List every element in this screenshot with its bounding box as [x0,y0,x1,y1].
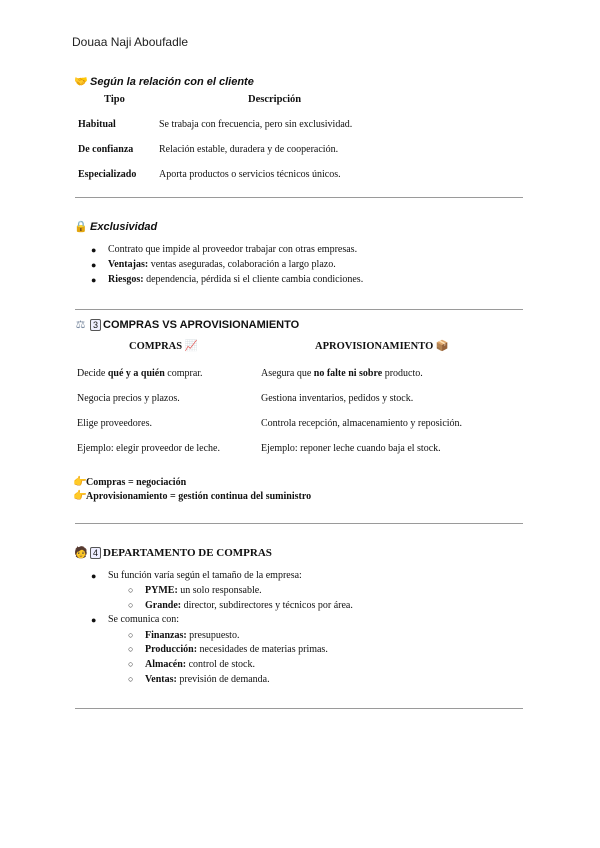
item-text: ventas aseguradas, colaboración a largo plazo. [148,259,336,270]
section-exclusividad-heading [74,217,157,235]
sub-bullet-icon: ○ [128,674,134,684]
summary-text: Compras = negociación [86,477,187,488]
compras-cell: Ejemplo: elegir proveedor de leche. [77,443,220,454]
cell-bold: no falte ni sobre [313,368,383,379]
item-text: un solo responsable. [177,585,262,596]
item-text: previsión de demanda. [176,674,270,685]
author-name: Douaa Naji Aboufadle [72,35,189,49]
bullet-icon: ● [91,275,97,285]
compras-cell [77,368,203,379]
item-lead: Ventas: [145,674,177,685]
item-text: dependencia, pérdida si el cliente cambia condiciones. [143,274,364,285]
summary-line [73,475,186,488]
summary-text: Aprovisionamiento = gestión continua del suministro [86,491,312,502]
sub-list-item [145,600,353,611]
lock-icon: 🔒 [74,221,88,233]
aprov-cell [261,368,423,379]
item-text: director, subdirectores y técnicos por área. [181,600,353,611]
section-exclusividad-title: Exclusividad [90,221,158,233]
divider [75,708,523,709]
bullet-icon: ● [91,571,97,581]
section-compras-title: COMPRAS VS APROVISIONAMIENTO [103,319,300,331]
section-cliente-heading [74,72,254,90]
col-header-tipo: Tipo [104,94,125,105]
col-header-compras [129,339,198,352]
col-compras-label: COMPRAS [129,341,183,352]
sub-bullet-icon: ○ [128,600,134,610]
row-tipo: Especializado [78,169,137,180]
number-badge: 4 [90,547,101,559]
row-descripcion: Aporta productos o servicios técnicos únicos. [159,169,341,180]
chart-icon: 📈 [184,341,198,352]
sub-list-item [145,644,328,655]
item-text: necesidades de materias primas. [197,644,328,655]
item-lead: Finanzas: [145,630,187,641]
row-descripcion: Relación estable, duradera y de cooperación. [159,144,339,155]
item-lead: Ventajas: [108,259,149,270]
sub-list-item [145,630,239,641]
item-text: Contrato que impide al proveedor trabajar con otras empresas. [108,244,358,255]
aprov-cell: Gestiona inventarios, pedidos y stock. [261,393,414,404]
col-header-aprovisionamiento [315,339,449,352]
section-departamento-heading [74,543,272,561]
item-lead: Producción: [145,644,198,655]
pointing-hand-icon: 👉 [73,476,87,488]
section-departamento-title: DEPARTAMENTO DE COMPRAS [103,547,272,559]
col-header-descripcion: Descripción [248,94,302,105]
bullet-icon: ● [91,260,97,270]
sub-list-item [145,674,270,685]
package-icon: 📦 [435,341,449,352]
section-compras-heading [74,315,299,333]
handshake-icon: 🤝 [74,76,88,88]
section-cliente-title: Según la relación con el cliente [90,76,254,88]
item-lead: Almacén: [145,659,187,670]
sub-bullet-icon: ○ [128,585,134,595]
divider [75,197,523,198]
item-lead: PYME: [145,585,178,596]
sub-bullet-icon: ○ [128,659,134,669]
cell-text: Decide [77,368,108,379]
list-item [108,274,363,285]
compras-cell: Elige proveedores. [77,418,152,429]
summary-line [73,489,311,502]
list-item: Su función varía según el tamaño de la empresa: [108,570,302,581]
col-aprov-label: APROVISIONAMIENTO [315,341,434,352]
aprov-cell: Ejemplo: reponer leche cuando baja el stock. [261,443,441,454]
divider [75,309,523,310]
list-item [108,244,357,255]
scales-icon: ⚖ [75,319,86,331]
cell-text: comprar. [164,368,203,379]
list-item [108,259,336,270]
row-descripcion: Se trabaja con frecuencia, pero sin exclusividad. [159,119,353,130]
sub-list-item [145,585,262,596]
pointing-hand-icon: 👉 [73,490,87,502]
row-tipo: Habitual [78,119,116,130]
compras-cell: Negocia precios y plazos. [77,393,180,404]
divider [75,523,523,524]
aprov-cell: Controla recepción, almacenamiento y reposición. [261,418,463,429]
cell-text: Asegura que [261,368,314,379]
sub-bullet-icon: ○ [128,644,134,654]
cell-text: producto. [382,368,423,379]
list-item: Se comunica con: [108,614,180,625]
sub-bullet-icon: ○ [128,630,134,640]
office-worker-icon: 🧑 [74,547,88,559]
item-lead: Riesgos: [108,274,144,285]
number-badge: 3 [90,319,101,331]
bullet-icon: ● [91,615,97,625]
row-tipo: De confianza [78,144,134,155]
cell-bold: qué y a quién [107,368,165,379]
sub-list-item [145,659,255,670]
item-lead: Grande: [145,600,182,611]
item-text: presupuesto. [186,630,240,641]
bullet-icon: ● [91,245,97,255]
item-text: control de stock. [186,659,255,670]
